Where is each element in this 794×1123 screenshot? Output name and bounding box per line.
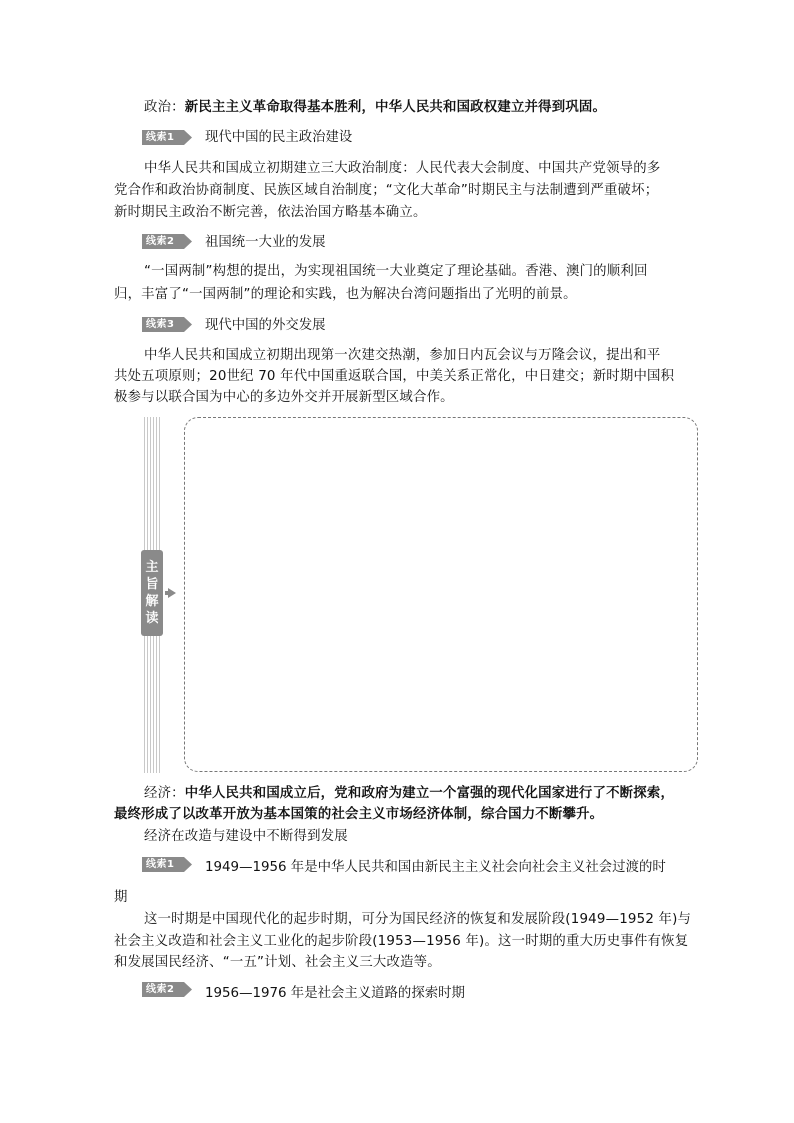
politics-label: 政治：: [144, 100, 185, 115]
side-arrow-icon: [168, 588, 176, 598]
politics-clue3-heading: 现代中国的外交发展: [205, 318, 326, 333]
econ-clue-tag-1: [142, 857, 192, 872]
economy-clue1-heading: 1949—1956 年是中华人民共和国由新民主主义社会向社会主义社会过渡的时: [205, 860, 666, 875]
paragraph-line: 共处五项原则；20世纪 70 年代中国重返联合国，中美关系正常化，中日建交；新时期中国积: [114, 369, 675, 384]
politics-clue1-heading: 现代中国的民主政治建设: [205, 130, 353, 145]
clue-tag-label: 线索2: [146, 236, 175, 247]
side-tab-label: 主 旨 解 读: [145, 560, 159, 626]
economy-intro-text: 中华人民共和国成立后，党和政府为建立一个富强的现代化国家进行了不断探索，: [184, 786, 675, 801]
economy-subtitle: 经济在改造与建设中不断得到发展: [144, 829, 348, 844]
paragraph-line: 中华人民共和国成立初期建立三大政治制度：人民代表大会制度、中国共产党领导的多: [144, 161, 661, 176]
paragraph-line: 和发展国民经济、“一五”计划、社会主义三大改造等。: [114, 955, 441, 970]
clue-tag-2: [142, 234, 192, 249]
paragraph-line: 新时期民主政治不断完善，依法治国方略基本确立。: [114, 205, 427, 220]
content-box: [184, 417, 698, 772]
clue-tag-label: 线索1: [146, 132, 175, 143]
paragraph-line: 社会主义改造和社会主义工业化的起步阶段(1953—1956 年)。这一时期的重大历史事件有恢复: [114, 934, 689, 949]
politics-intro: [144, 100, 606, 116]
side-tab: [141, 550, 163, 636]
clue-tag-label: 线索2: [146, 984, 175, 995]
economy-clue1-heading-cont: 期: [114, 890, 128, 905]
paragraph-line: 这一时期是中国现代化的起步时期，可分为国民经济的恢复和发展阶段(1949—1952 年)与: [144, 912, 692, 927]
clue-tag-label: 线索1: [146, 859, 175, 870]
clue-tag-label: 线索3: [146, 319, 175, 330]
economy-clue2-heading: 1956—1976 年是社会主义道路的探索时期: [205, 986, 465, 1001]
clue-tag-3: [142, 317, 192, 332]
paragraph-line: “一国两制”构想的提出，为实现祖国统一大业奠定了理论基础。香港、澳门的顺利回: [144, 264, 648, 279]
economy-intro-line1: [144, 786, 674, 802]
paragraph-line: 极参与以联合国为中心的多边外交并开展新型区域合作。: [114, 390, 454, 405]
econ-clue-tag-2: [142, 982, 192, 997]
paragraph-line: 中华人民共和国成立初期出现第一次建交热潮，参加日内瓦会议与万隆会议，提出和平: [144, 348, 661, 363]
paragraph-line: 归，丰富了“一国两制”的理论和实践，也为解决台湾问题指出了光明的前景。: [114, 287, 577, 302]
politics-clue2-heading: 祖国统一大业的发展: [205, 235, 326, 250]
economy-intro-line2: 最终形成了以改革开放为基本国策的社会主义市场经济体制，综合国力不断攀升。: [114, 807, 604, 822]
economy-label: 经济：: [144, 786, 185, 801]
politics-intro-text: 新民主主义革命取得基本胜利，中华人民共和国政权建立并得到巩固。: [184, 100, 607, 115]
clue-tag-1: [142, 130, 192, 145]
paragraph-line: 党合作和政治协商制度、民族区域自治制度；“文化大革命”时期民主与法制遭到严重破坏；: [114, 183, 659, 198]
